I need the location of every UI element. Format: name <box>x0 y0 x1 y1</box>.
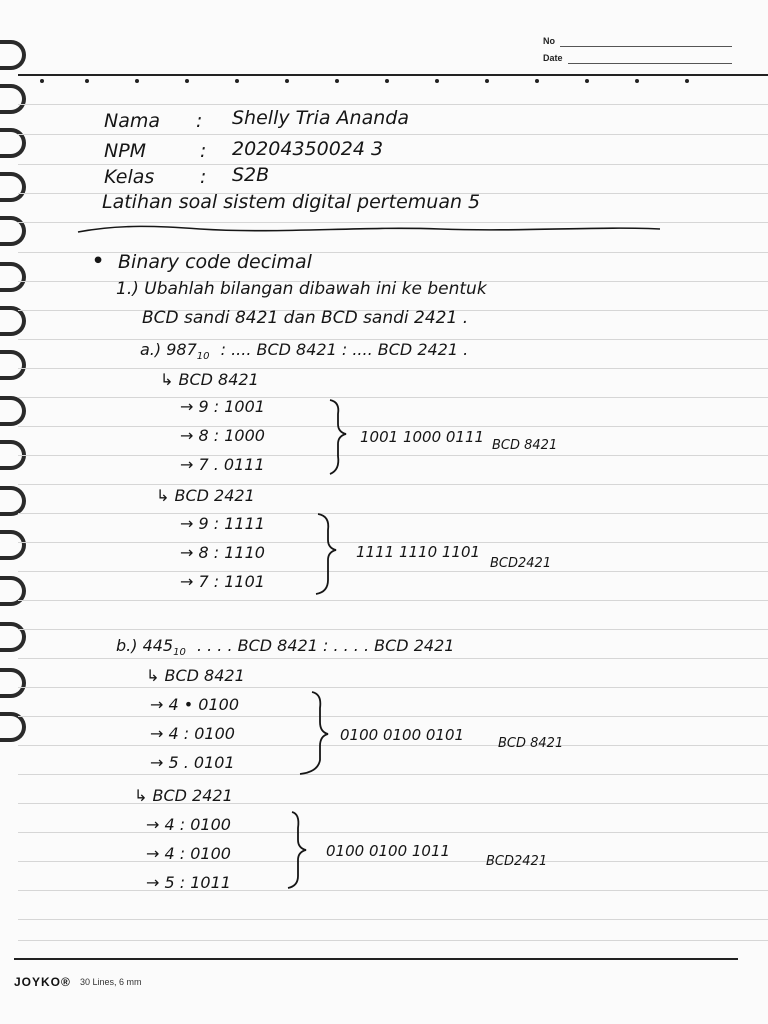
part-b-bcd8421-heading: ↳ BCD 8421 <box>146 666 245 685</box>
kelas-label: Kelas <box>104 166 155 188</box>
part-b-bcd8421-result: 0100 0100 0101 <box>340 726 465 744</box>
date-label: Date <box>543 53 563 63</box>
part-a-base: 10 <box>196 351 210 363</box>
part-b-bcd2421-row: → 4 : 0100 <box>146 844 231 863</box>
paper-spec: 30 Lines, 6 mm <box>80 977 142 987</box>
part-a-bcd8421-tag: BCD 8421 <box>492 438 558 453</box>
npm-value: 20204350024 3 <box>232 138 384 160</box>
no-label: No <box>543 36 555 46</box>
part-b-bcd2421-heading: ↳ BCD 2421 <box>134 786 233 805</box>
npm-label: NPM <box>104 140 147 162</box>
nama-separator: : <box>196 110 203 132</box>
part-a-bcd2421-heading: ↳ BCD 2421 <box>156 486 255 505</box>
part-b-bcd8421-row: → 4 : 0100 <box>150 724 235 743</box>
part-b-bcd8421-row: → 5 . 0101 <box>150 753 235 772</box>
part-a-bcd8421-row: → 7 . 0111 <box>180 455 265 474</box>
part-a-bcd2421-tag: BCD2421 <box>490 556 552 571</box>
part-b-prompt <box>116 636 454 658</box>
part-a-bcd2421-result: 1111 1110 1101 <box>356 543 481 561</box>
part-b-number: b.) 445 <box>116 636 174 655</box>
part-a-bcd8421-row: → 8 : 1000 <box>180 426 265 445</box>
kelas-value: S2B <box>232 164 270 186</box>
part-a-bcd8421-result: 1001 1000 0111 <box>360 428 485 446</box>
part-b-bcd2421-row: → 5 : 1011 <box>146 873 231 892</box>
part-a-number: a.) 987 <box>140 340 197 359</box>
question-line-2: BCD sandi 8421 dan BCD sandi 2421 . <box>142 308 469 328</box>
part-b-bcd2421-result: 0100 0100 1011 <box>326 842 451 860</box>
kelas-separator: : <box>200 166 207 188</box>
part-a-prompt <box>140 340 468 362</box>
brand-logo: JOYKO® <box>14 975 71 989</box>
part-a-question: : .... BCD 8421 : .... BCD 2421 . <box>220 340 469 359</box>
part-b-bcd8421-tag: BCD 8421 <box>498 736 564 751</box>
part-a-bcd2421-row: → 8 : 1110 <box>180 543 265 562</box>
section-bullet: • <box>92 250 105 272</box>
part-a-bcd2421-row: → 7 : 1101 <box>180 572 265 591</box>
section-title: Binary code decimal <box>118 251 312 273</box>
part-b-base: 10 <box>173 647 186 659</box>
npm-separator: : <box>200 140 207 162</box>
part-a-bcd8421-row: → 9 : 1001 <box>180 397 265 416</box>
topic-line: Latihan soal sistem digital pertemuan 5 <box>102 191 481 213</box>
nama-value: Shelly Tria Ananda <box>232 107 409 129</box>
part-b-bcd2421-tag: BCD2421 <box>486 854 548 869</box>
nama-label: Nama <box>104 110 161 132</box>
question-line-1: 1.) Ubahlah bilangan dibawah ini ke bentuk <box>116 279 487 299</box>
part-a-bcd2421-row: → 9 : 1111 <box>180 514 265 533</box>
part-b-bcd2421-row: → 4 : 0100 <box>146 815 231 834</box>
part-b-bcd8421-row: → 4 • 0100 <box>150 695 239 714</box>
part-b-question: . . . . BCD 8421 : . . . . BCD 2421 <box>196 636 455 655</box>
part-a-bcd8421-heading: ↳ BCD 8421 <box>160 370 259 389</box>
